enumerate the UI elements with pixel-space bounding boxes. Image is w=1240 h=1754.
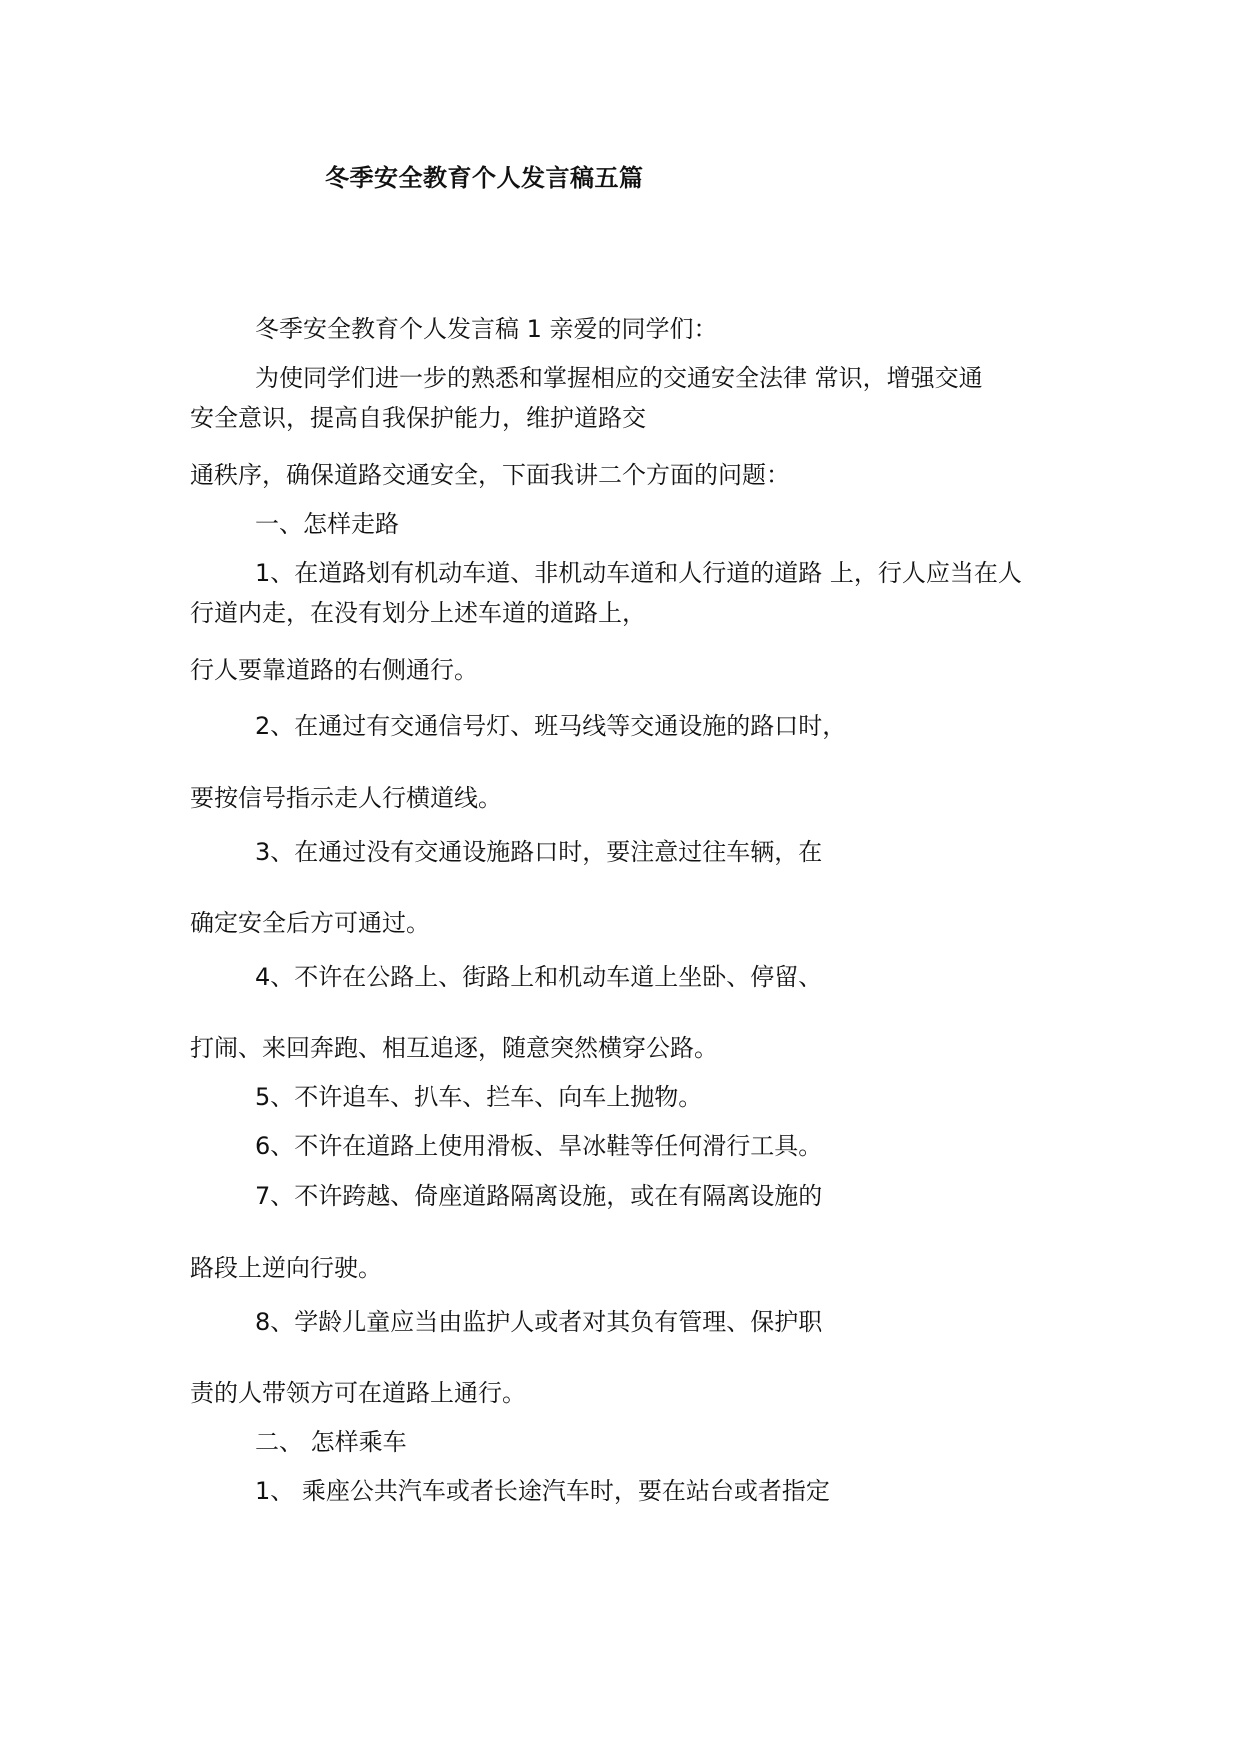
paragraph-line: 3、在通过没有交通设施路口时，要注意过往车辆，在 (255, 838, 823, 866)
paragraph-line: 路段上逆向行驶。 (190, 1254, 382, 1282)
paragraph-line: 确定安全后方可通过。 (190, 909, 430, 937)
paragraph-line: 打闹、来回奔跑、相互追逐，随意突然横穿公路。 (190, 1034, 718, 1062)
paragraph-line: 行道内走，在没有划分上述车道的道路上， (190, 599, 646, 627)
paragraph-line: 6、不许在道路上使用滑板、旱冰鞋等任何滑行工具。 (255, 1132, 823, 1160)
paragraph-line: 安全意识，提高自我保护能力，维护道路交 (190, 404, 646, 432)
paragraph-line: 1、在道路划有机动车道、非机动车道和人行道的道路 上，行人应当在人 (255, 559, 1022, 587)
section-heading: 一、怎样走路 (255, 510, 399, 538)
paragraph-line: 1、 乘座公共汽车或者长途汽车时，要在站台或者指定 (255, 1477, 830, 1505)
section-heading: 二、 怎样乘车 (255, 1428, 407, 1456)
paragraph-line: 8、学龄儿童应当由监护人或者对其负有管理、保护职 (255, 1308, 823, 1336)
paragraph-line: 责的人带领方可在道路上通行。 (190, 1379, 526, 1407)
document-title: 冬季安全教育个人发言稿五篇 (325, 164, 644, 192)
paragraph-line: 5、不许追车、扒车、拦车、向车上抛物。 (255, 1083, 703, 1111)
paragraph-line: 行人要靠道路的右侧通行。 (190, 656, 478, 684)
paragraph-line: 4、不许在公路上、街路上和机动车道上坐卧、停留、 (255, 963, 823, 991)
paragraph-line: 要按信号指示走人行横道线。 (190, 784, 502, 812)
paragraph-line: 通秩序，确保道路交通安全，下面我讲二个方面的问题： (190, 461, 790, 489)
paragraph-line: 冬季安全教育个人发言稿 1 亲爱的同学们： (255, 315, 718, 343)
paragraph-line: 7、不许跨越、倚座道路隔离设施，或在有隔离设施的 (255, 1182, 823, 1210)
paragraph-line: 2、在通过有交通信号灯、班马线等交通设施的路口时， (255, 712, 847, 740)
paragraph-line: 为使同学们进一步的熟悉和掌握相应的交通安全法律 常识，增强交通 (255, 364, 983, 392)
